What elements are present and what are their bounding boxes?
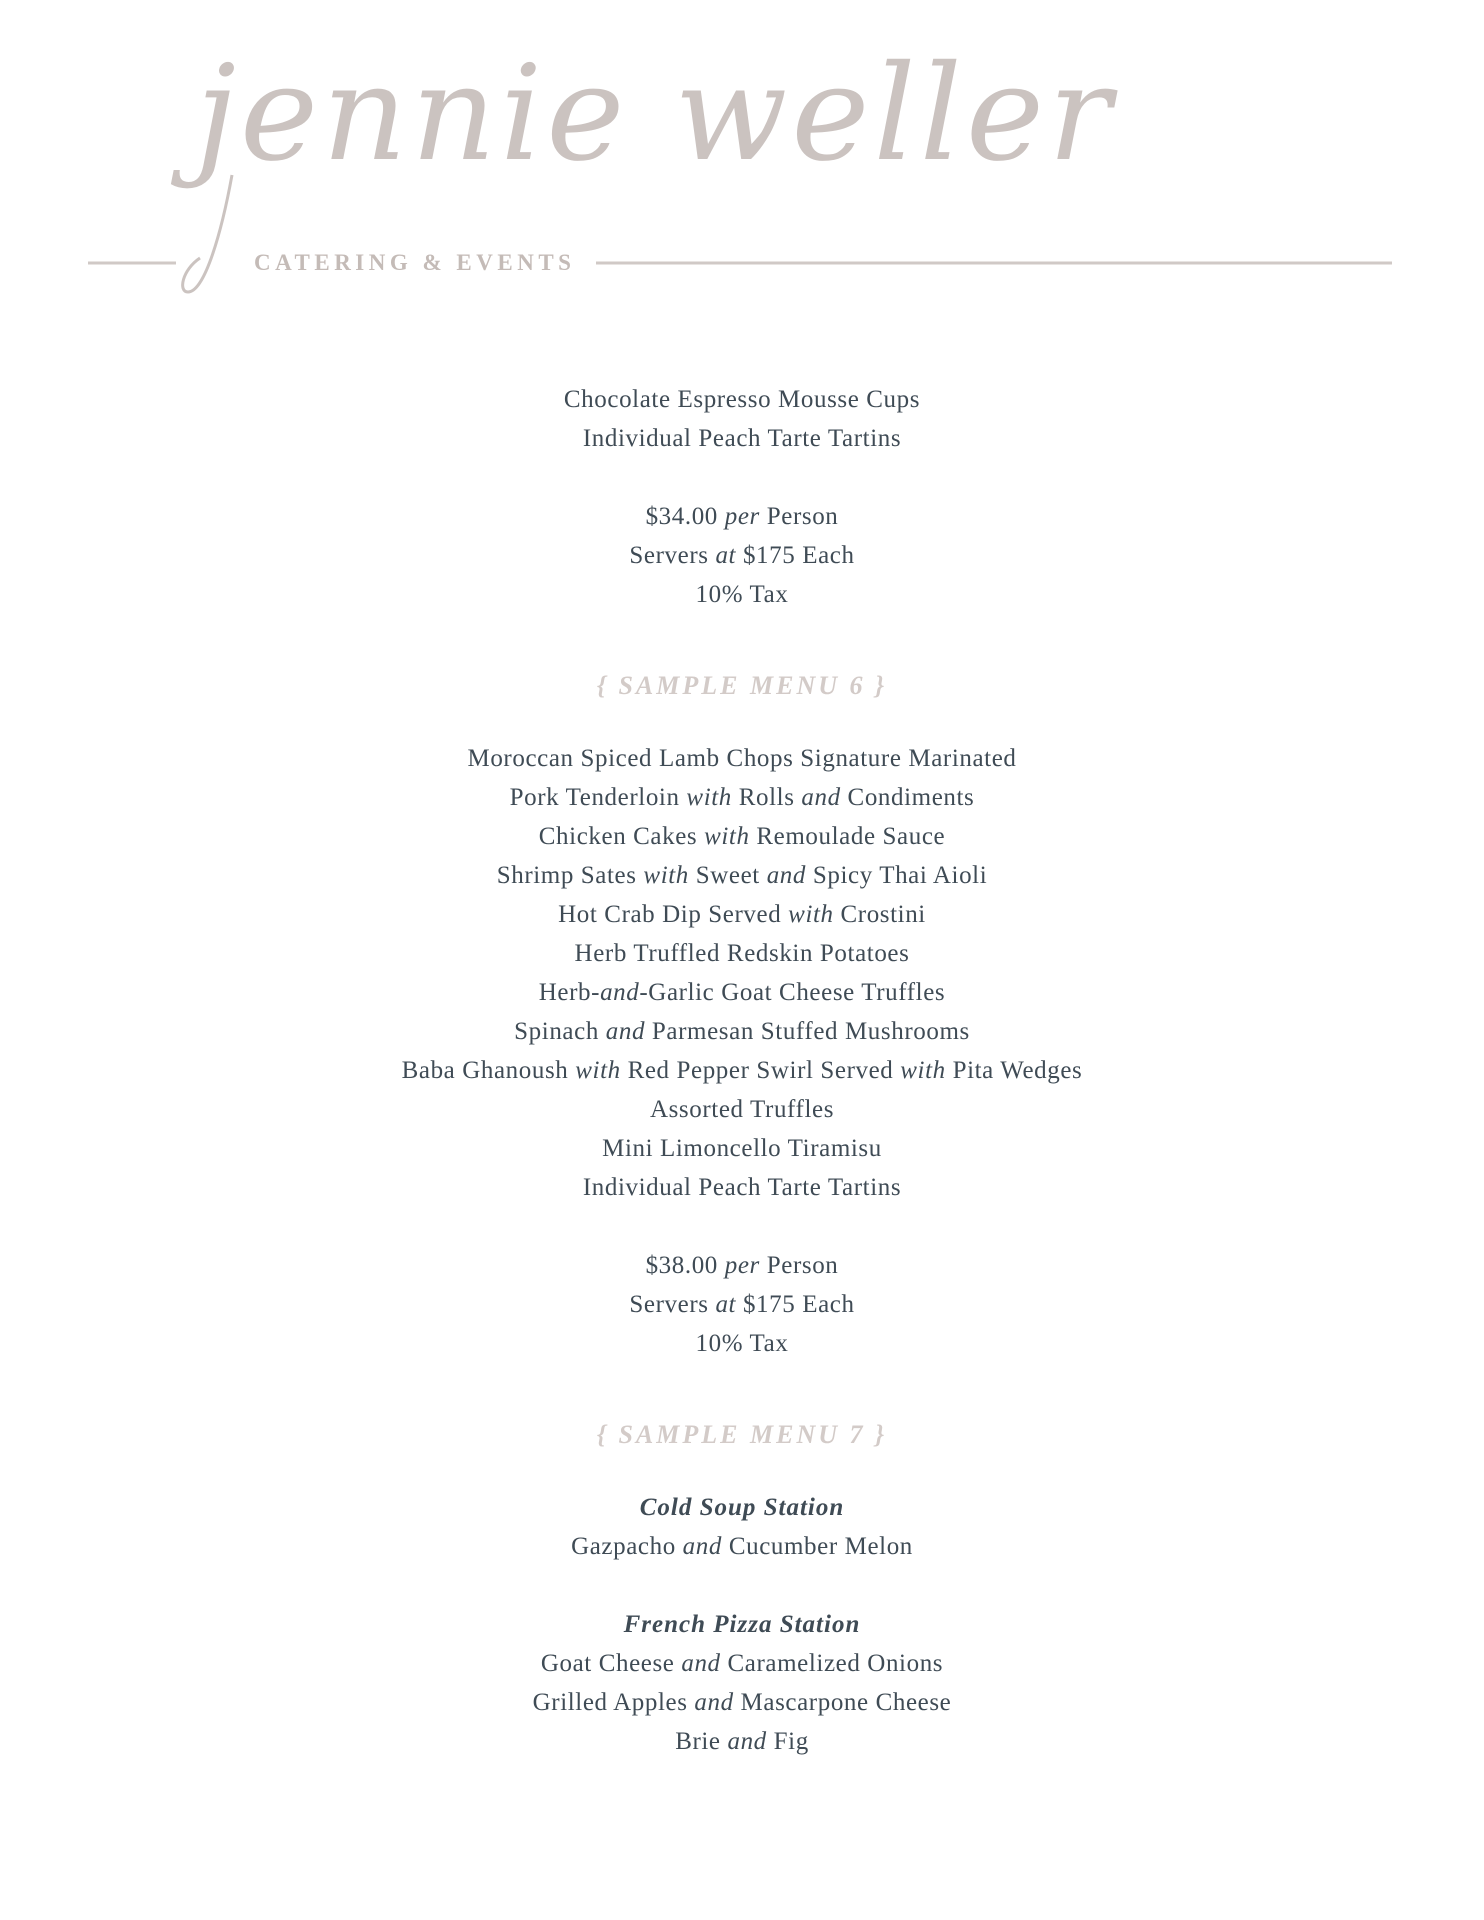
menu-line-italic: at xyxy=(715,542,737,569)
menu6-items xyxy=(0,739,1484,1207)
menu-line-text: Cucumber Melon xyxy=(721,1533,913,1560)
menu-line-text: Red Pepper Swirl Served xyxy=(620,1057,901,1084)
menu-line-text: Parmesan Stuffed Mushrooms xyxy=(645,1018,970,1045)
menu-line xyxy=(0,1285,1484,1324)
menu-line xyxy=(0,973,1484,1012)
menu-line-text: 10% Tax xyxy=(695,581,789,608)
menu-line xyxy=(0,1051,1484,1090)
menu-line-text: Shrimp Sates xyxy=(496,862,644,889)
menu-line xyxy=(0,856,1484,895)
menu-line-text: Pork Tenderloin xyxy=(509,784,687,811)
menu-line-text: $175 Each xyxy=(736,542,855,569)
menu-line-italic: with xyxy=(575,1057,621,1084)
menu-line xyxy=(0,895,1484,934)
menu-line-text: Remoulade Sauce xyxy=(749,823,946,850)
menu-line-italic: with xyxy=(704,823,750,850)
menu-line-text: Person xyxy=(759,503,839,530)
menu-line xyxy=(0,1324,1484,1363)
menu-line-text: Condiments xyxy=(840,784,975,811)
menu-line-text: Mascarpone Cheese xyxy=(733,1689,952,1716)
menu-line-text: Grilled Apples xyxy=(532,1689,695,1716)
menu-line-text: $38.00 xyxy=(645,1252,725,1279)
menu-line xyxy=(0,1246,1484,1285)
menu-line-text: Person xyxy=(759,1252,839,1279)
menu-line xyxy=(0,1683,1484,1722)
brand-logo xyxy=(0,0,1484,320)
menu-line-text: Herb Truffled Redskin Potatoes xyxy=(574,940,910,967)
menu-line-text: Servers xyxy=(629,1291,716,1318)
menu-line-italic: with xyxy=(643,862,689,889)
station-title: Cold Soup Station xyxy=(639,1494,845,1521)
menu-line-text: Chocolate Espresso Mousse Cups xyxy=(563,386,921,413)
menu-line xyxy=(0,1644,1484,1683)
menu-line-text: Baba Ghanoush xyxy=(401,1057,576,1084)
menu-line-italic: with xyxy=(900,1057,946,1084)
menu-line-italic: and xyxy=(600,979,640,1006)
menu-line xyxy=(0,536,1484,575)
menu-line-text: Rolls xyxy=(731,784,802,811)
menu-line-text: 10% Tax xyxy=(695,1330,789,1357)
menu-line-text: Servers xyxy=(629,542,716,569)
menu-line xyxy=(0,1129,1484,1168)
menu-line-italic: and xyxy=(727,1728,767,1755)
menu-line-italic: with xyxy=(788,901,834,928)
pricing-block-menu5 xyxy=(0,497,1484,614)
menu-line xyxy=(0,739,1484,778)
menu-line xyxy=(0,817,1484,856)
station-items xyxy=(0,1527,1484,1566)
menu-line-text: Individual Peach Tarte Tartins xyxy=(582,425,902,452)
menu-line-text: Moroccan Spiced Lamb Chops Signature Marinated xyxy=(467,745,1017,772)
menu-line xyxy=(0,778,1484,817)
menu-line-text: Spinach xyxy=(514,1018,606,1045)
menu-line xyxy=(0,1527,1484,1566)
menu-line-text: Gazpacho xyxy=(571,1533,683,1560)
menu-line xyxy=(0,1722,1484,1761)
menu-line xyxy=(0,380,1484,419)
menu-line-italic: per xyxy=(724,1252,760,1279)
menu7-heading: { SAMPLE MENU 7 } xyxy=(596,1420,888,1449)
menu-line-text: Pita Wedges xyxy=(945,1057,1083,1084)
menu-line-italic: per xyxy=(724,503,760,530)
intro-items xyxy=(0,380,1484,458)
menu-line-text: Chicken Cakes xyxy=(538,823,705,850)
menu-line-italic: and xyxy=(801,784,841,811)
menu-line-italic: with xyxy=(686,784,732,811)
pricing-block-menu6 xyxy=(0,1246,1484,1363)
menu-line-text: Crostini xyxy=(833,901,926,928)
menu-content xyxy=(0,380,1484,1761)
station-title: French Pizza Station xyxy=(623,1611,861,1638)
menu-line-italic: and xyxy=(605,1018,646,1045)
menu-line xyxy=(0,934,1484,973)
menu-line-text: -Garlic Goat Cheese Truffles xyxy=(639,979,946,1006)
menu-line-italic: and xyxy=(682,1533,722,1560)
brand-subtitle: CATERING & EVENTS xyxy=(254,250,576,275)
menu6-heading: { SAMPLE MENU 6 } xyxy=(596,671,888,700)
menu-line-italic: and xyxy=(766,862,806,889)
menu-line-italic: and xyxy=(681,1650,721,1677)
menu-line-italic: at xyxy=(715,1291,737,1318)
menu-line xyxy=(0,1090,1484,1129)
menu-line-text: Sweet xyxy=(688,862,767,889)
menu-line xyxy=(0,1012,1484,1051)
menu-line-text: $34.00 xyxy=(645,503,725,530)
station-french-pizza xyxy=(0,1605,1484,1761)
logo-flourish xyxy=(183,175,232,292)
menu-line-italic: and xyxy=(694,1689,734,1716)
brand-script-name: jennie weller xyxy=(195,37,1116,191)
menu-line-text: Caramelized Onions xyxy=(720,1650,944,1677)
menu-line-text: Spicy Thai Aioli xyxy=(806,862,988,889)
menu-line-text: Goat Cheese xyxy=(540,1650,682,1677)
menu-line-text: Fig xyxy=(766,1728,809,1755)
menu-line xyxy=(0,497,1484,536)
menu-line-text: Individual Peach Tarte Tartins xyxy=(582,1174,902,1201)
menu-line xyxy=(0,1168,1484,1207)
menu-line-text: Brie xyxy=(675,1728,728,1755)
menu-line-text: Herb- xyxy=(538,979,601,1006)
menu-line-text: $175 Each xyxy=(736,1291,855,1318)
station-items xyxy=(0,1644,1484,1761)
menu-line-text: Hot Crab Dip Served xyxy=(558,901,789,928)
menu-line-text: Mini Limoncello Tiramisu xyxy=(602,1135,882,1162)
station-cold-soup xyxy=(0,1488,1484,1566)
menu-line xyxy=(0,419,1484,458)
menu-line xyxy=(0,575,1484,614)
menu-line-text: Assorted Truffles xyxy=(649,1096,835,1123)
